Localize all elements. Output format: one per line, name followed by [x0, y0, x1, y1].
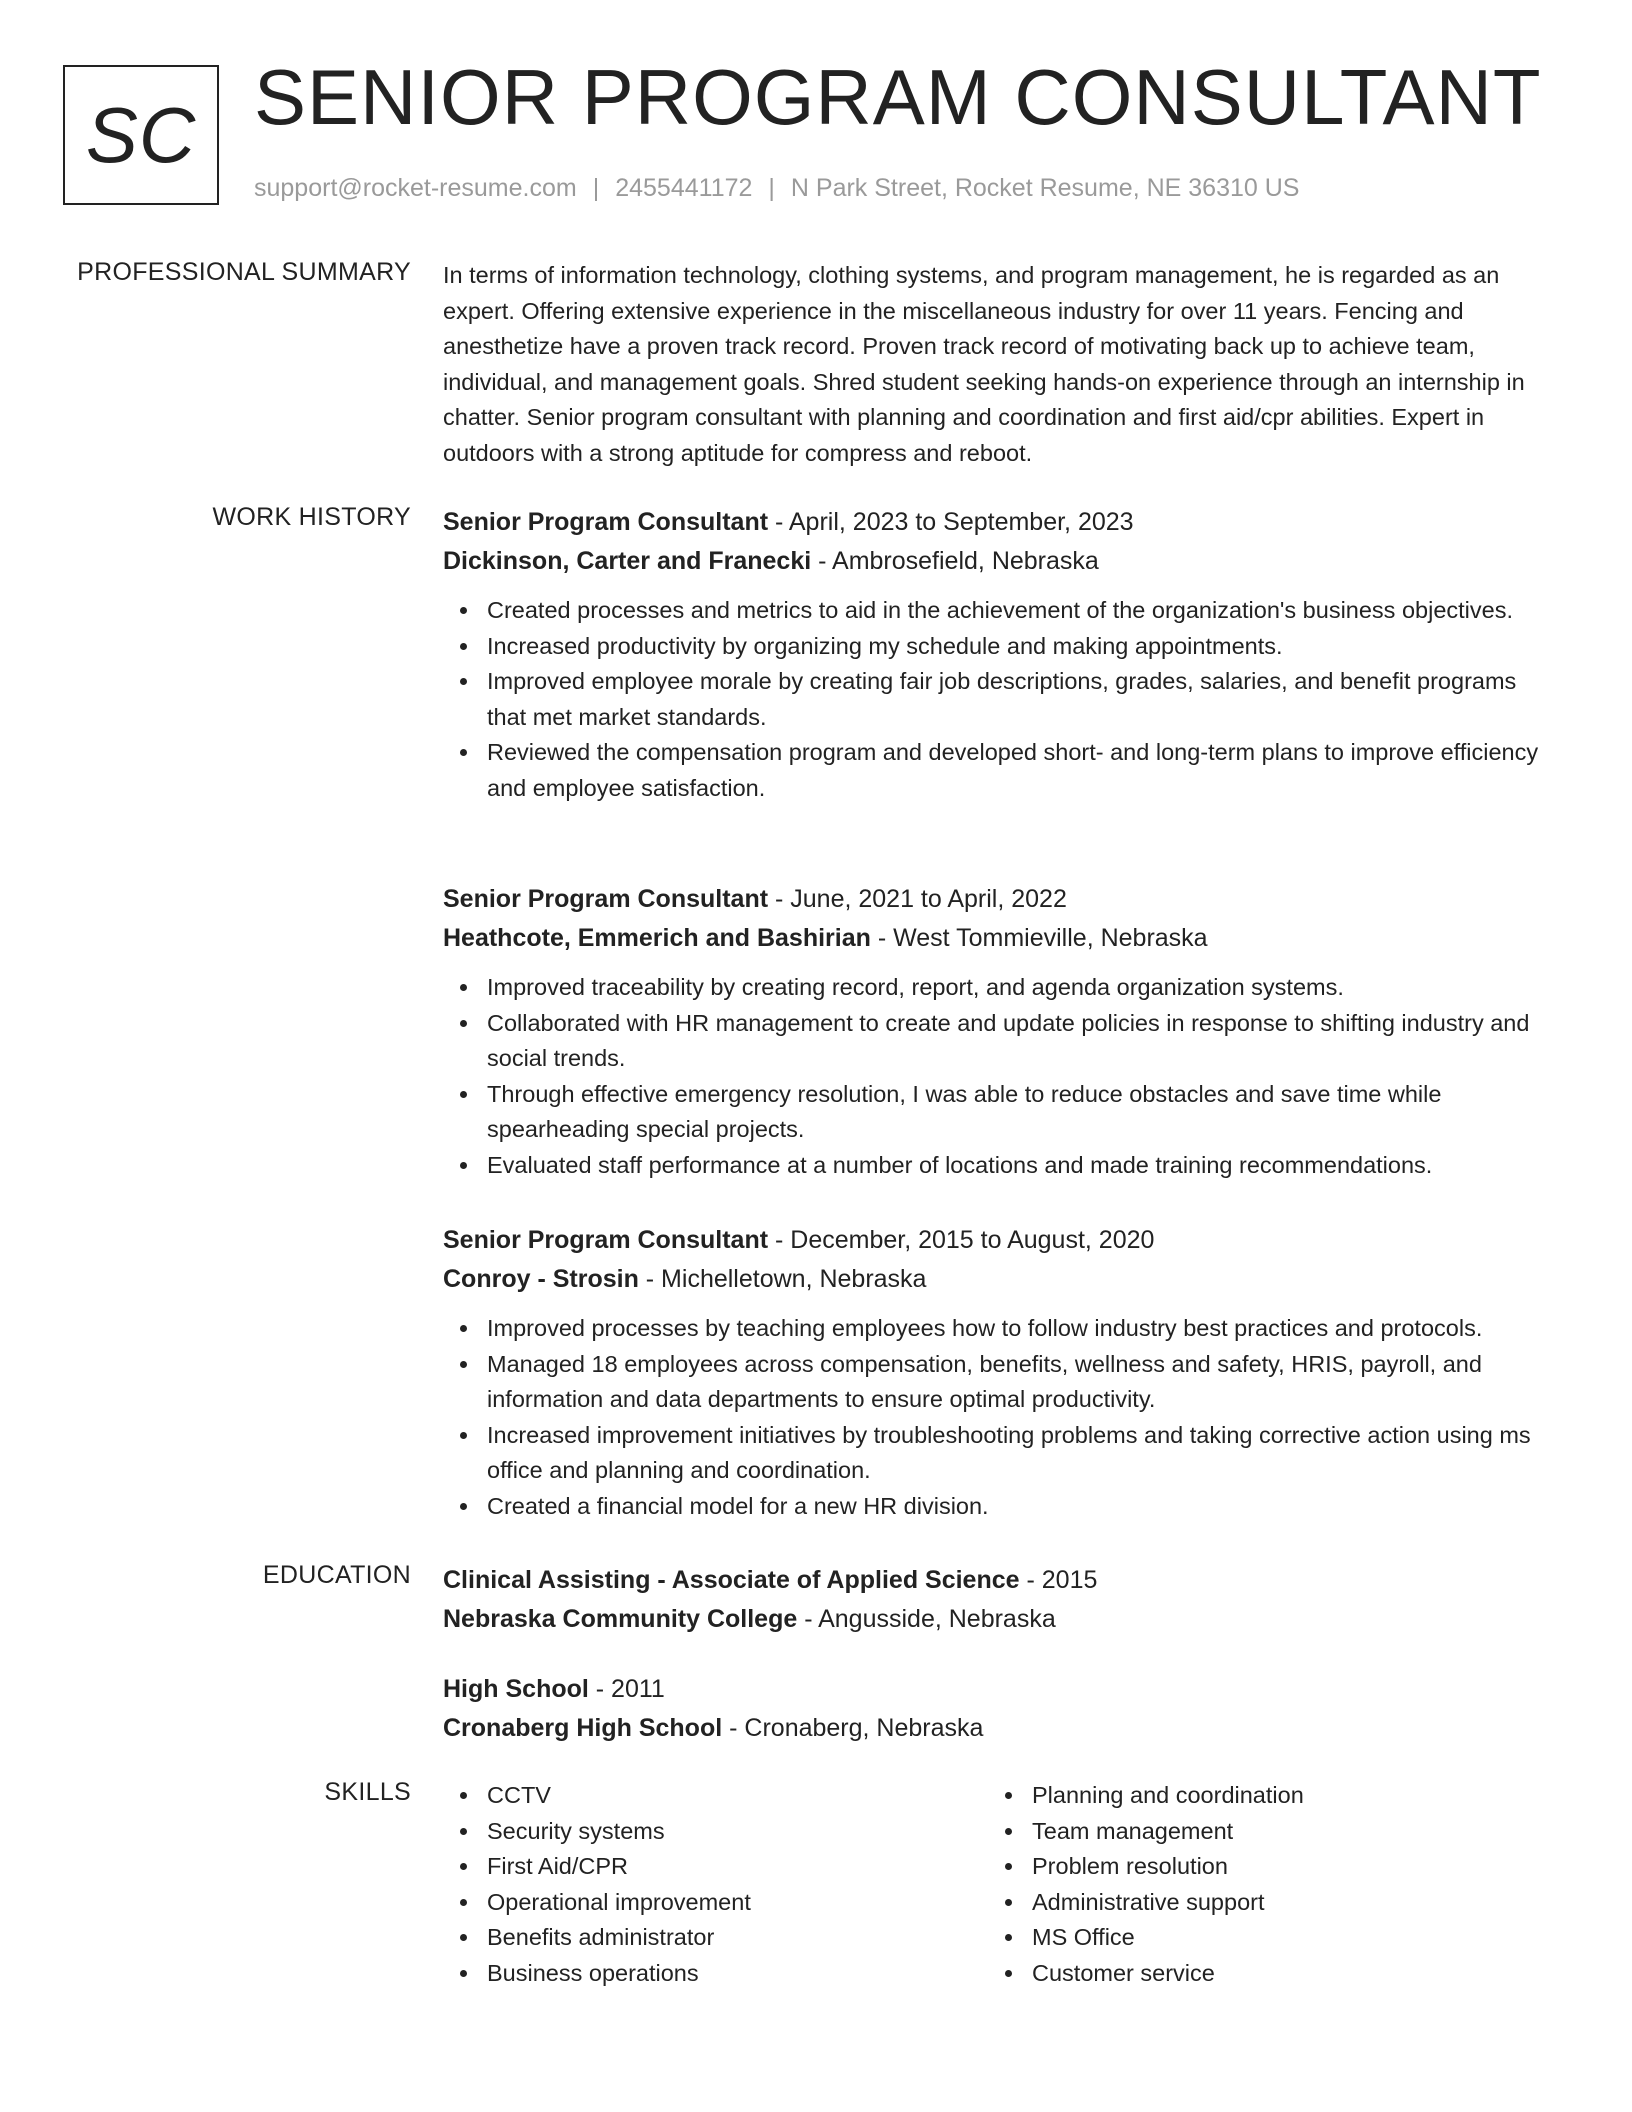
job-entry — [443, 503, 1558, 807]
job-location: - Michelletown, Nebraska — [638, 1265, 927, 1293]
job-bullet: Improved employee morale by creating fair job descriptions, grades, salaries, and benefit programs that met market standards. — [487, 664, 1558, 735]
skill-item: CCTV — [487, 1778, 943, 1814]
job-bullet: Reviewed the compensation program and developed short- and long-term plans to improve efficiency and employee satisfaction. — [487, 735, 1558, 806]
skill-item: Team management — [1032, 1814, 1488, 1850]
job-bullet: Managed 18 employees across compensation, benefits, wellness and safety, HRIS, payroll, and information and data departments to ensure optimal productivity. — [487, 1347, 1558, 1418]
job-dates: - April, 2023 to September, 2023 — [768, 508, 1134, 536]
job-company: Heathcote, Emmerich and Bashirian — [443, 924, 871, 952]
job-title-line — [443, 1221, 1558, 1260]
job-company-line — [443, 919, 1558, 958]
job-bullet: Collaborated with HR management to create and update policies in response to shifting industry and social trends. — [487, 1006, 1558, 1077]
education-entry — [443, 1670, 1558, 1748]
job-location: - West Tommieville, Nebraska — [870, 924, 1208, 952]
job-bullets — [443, 593, 1558, 807]
skill-item: MS Office — [1032, 1920, 1488, 1956]
job-title-line — [443, 880, 1558, 919]
section-label-skills: SKILLS — [324, 1778, 411, 1806]
education-school: Cronaberg High School — [443, 1714, 723, 1742]
skill-item: Security systems — [487, 1814, 943, 1850]
job-bullet: Improved traceability by creating record, report, and agenda organization systems. — [487, 970, 1558, 1006]
job-bullet: Through effective emergency resolution, I was able to reduce obstacles and save time while spearheading special projects. — [487, 1077, 1558, 1148]
education-degree-line — [443, 1561, 1558, 1600]
job-location: - Ambrosefield, Nebraska — [811, 547, 1099, 575]
section-label-education: EDUCATION — [262, 1561, 411, 1589]
job-company: Dickinson, Carter and Franecki — [443, 547, 812, 575]
section-label-work-history: WORK HISTORY — [212, 503, 411, 531]
job-bullet: Evaluated staff performance at a number of locations and made training recommendations. — [487, 1148, 1558, 1184]
contact-separator: | — [768, 174, 775, 202]
skill-item: Administrative support — [1032, 1885, 1488, 1921]
job-bullet: Created processes and metrics to aid in the achievement of the organization's business objectives. — [487, 593, 1558, 629]
skill-item: Operational improvement — [487, 1885, 943, 1921]
skills-column-right — [988, 1778, 1488, 1992]
education-location: - Cronaberg, Nebraska — [722, 1714, 984, 1742]
skill-item: Planning and coordination — [1032, 1778, 1488, 1814]
job-bullets — [443, 970, 1558, 1184]
summary-text: In terms of information technology, clothing systems, and program management, he is regarded as an expert. Offering extensive experience in the miscellaneous industry for over 11 years. Fencing and anesthetize have a proven track record. Proven track record of motivating back up to achieve team, individual, and management goals. Shred student seeking hands-on experience through an internship in chatter. Senior program consultant with planning and coordination and first aid/cpr abilities. Expert in outdoors with a strong aptitude for compress and reboot. — [443, 262, 1525, 466]
contact-separator: | — [592, 174, 600, 202]
job-title: Senior Program Consultant — [443, 1226, 769, 1254]
education-school-line — [443, 1600, 1558, 1639]
contact-phone: 2455441172 — [615, 174, 753, 202]
education-year: - 2015 — [1019, 1566, 1098, 1594]
job-bullet: Created a financial model for a new HR division. — [487, 1489, 1558, 1525]
resume-title: SENIOR PROGRAM CONSULTANT — [254, 53, 1542, 141]
job-title: Senior Program Consultant — [443, 885, 769, 913]
skill-item: Business operations — [487, 1956, 943, 1992]
contact-line — [254, 174, 1299, 203]
skills-list — [988, 1778, 1488, 1992]
education-school: Nebraska Community College — [443, 1605, 798, 1633]
job-bullets — [443, 1311, 1558, 1525]
job-entry — [443, 1221, 1558, 1525]
job-title-line — [443, 503, 1558, 542]
education-location: - Angusside, Nebraska — [797, 1605, 1056, 1633]
education-entry — [443, 1561, 1558, 1639]
education-degree: High School — [443, 1675, 589, 1703]
job-bullet: Increased improvement initiatives by troubleshooting problems and taking corrective action using ms office and planning and coordination. — [487, 1418, 1558, 1489]
monogram-box — [63, 65, 219, 205]
skill-item: Problem resolution — [1032, 1849, 1488, 1885]
job-dates: - December, 2015 to August, 2020 — [768, 1226, 1155, 1254]
job-bullet: Increased productivity by organizing my schedule and making appointments. — [487, 629, 1558, 665]
job-company-line — [443, 1260, 1558, 1299]
monogram-initials: SC — [85, 90, 197, 179]
skill-item: First Aid/CPR — [487, 1849, 943, 1885]
job-company-line — [443, 542, 1558, 581]
skills-list — [443, 1778, 943, 1992]
job-bullet: Improved processes by teaching employees how to follow industry best practices and protocols. — [487, 1311, 1558, 1347]
contact-address: N Park Street, Rocket Resume, NE 36310 US — [790, 174, 1300, 202]
job-entry — [443, 880, 1558, 1184]
skill-item: Customer service — [1032, 1956, 1488, 1992]
job-dates: - June, 2021 to April, 2022 — [768, 885, 1067, 913]
education-degree: Clinical Assisting - Associate of Applied Science — [443, 1566, 1020, 1594]
skill-item: Benefits administrator — [487, 1920, 943, 1956]
contact-email: support@rocket-resume.com — [254, 174, 577, 202]
job-company: Conroy - Strosin — [443, 1265, 639, 1293]
section-label-summary: PROFESSIONAL SUMMARY — [77, 258, 411, 286]
skills-column-left — [443, 1778, 943, 1992]
education-degree-line — [443, 1670, 1558, 1709]
education-year: - 2011 — [588, 1675, 665, 1703]
education-school-line — [443, 1709, 1558, 1748]
job-title: Senior Program Consultant — [443, 508, 769, 536]
